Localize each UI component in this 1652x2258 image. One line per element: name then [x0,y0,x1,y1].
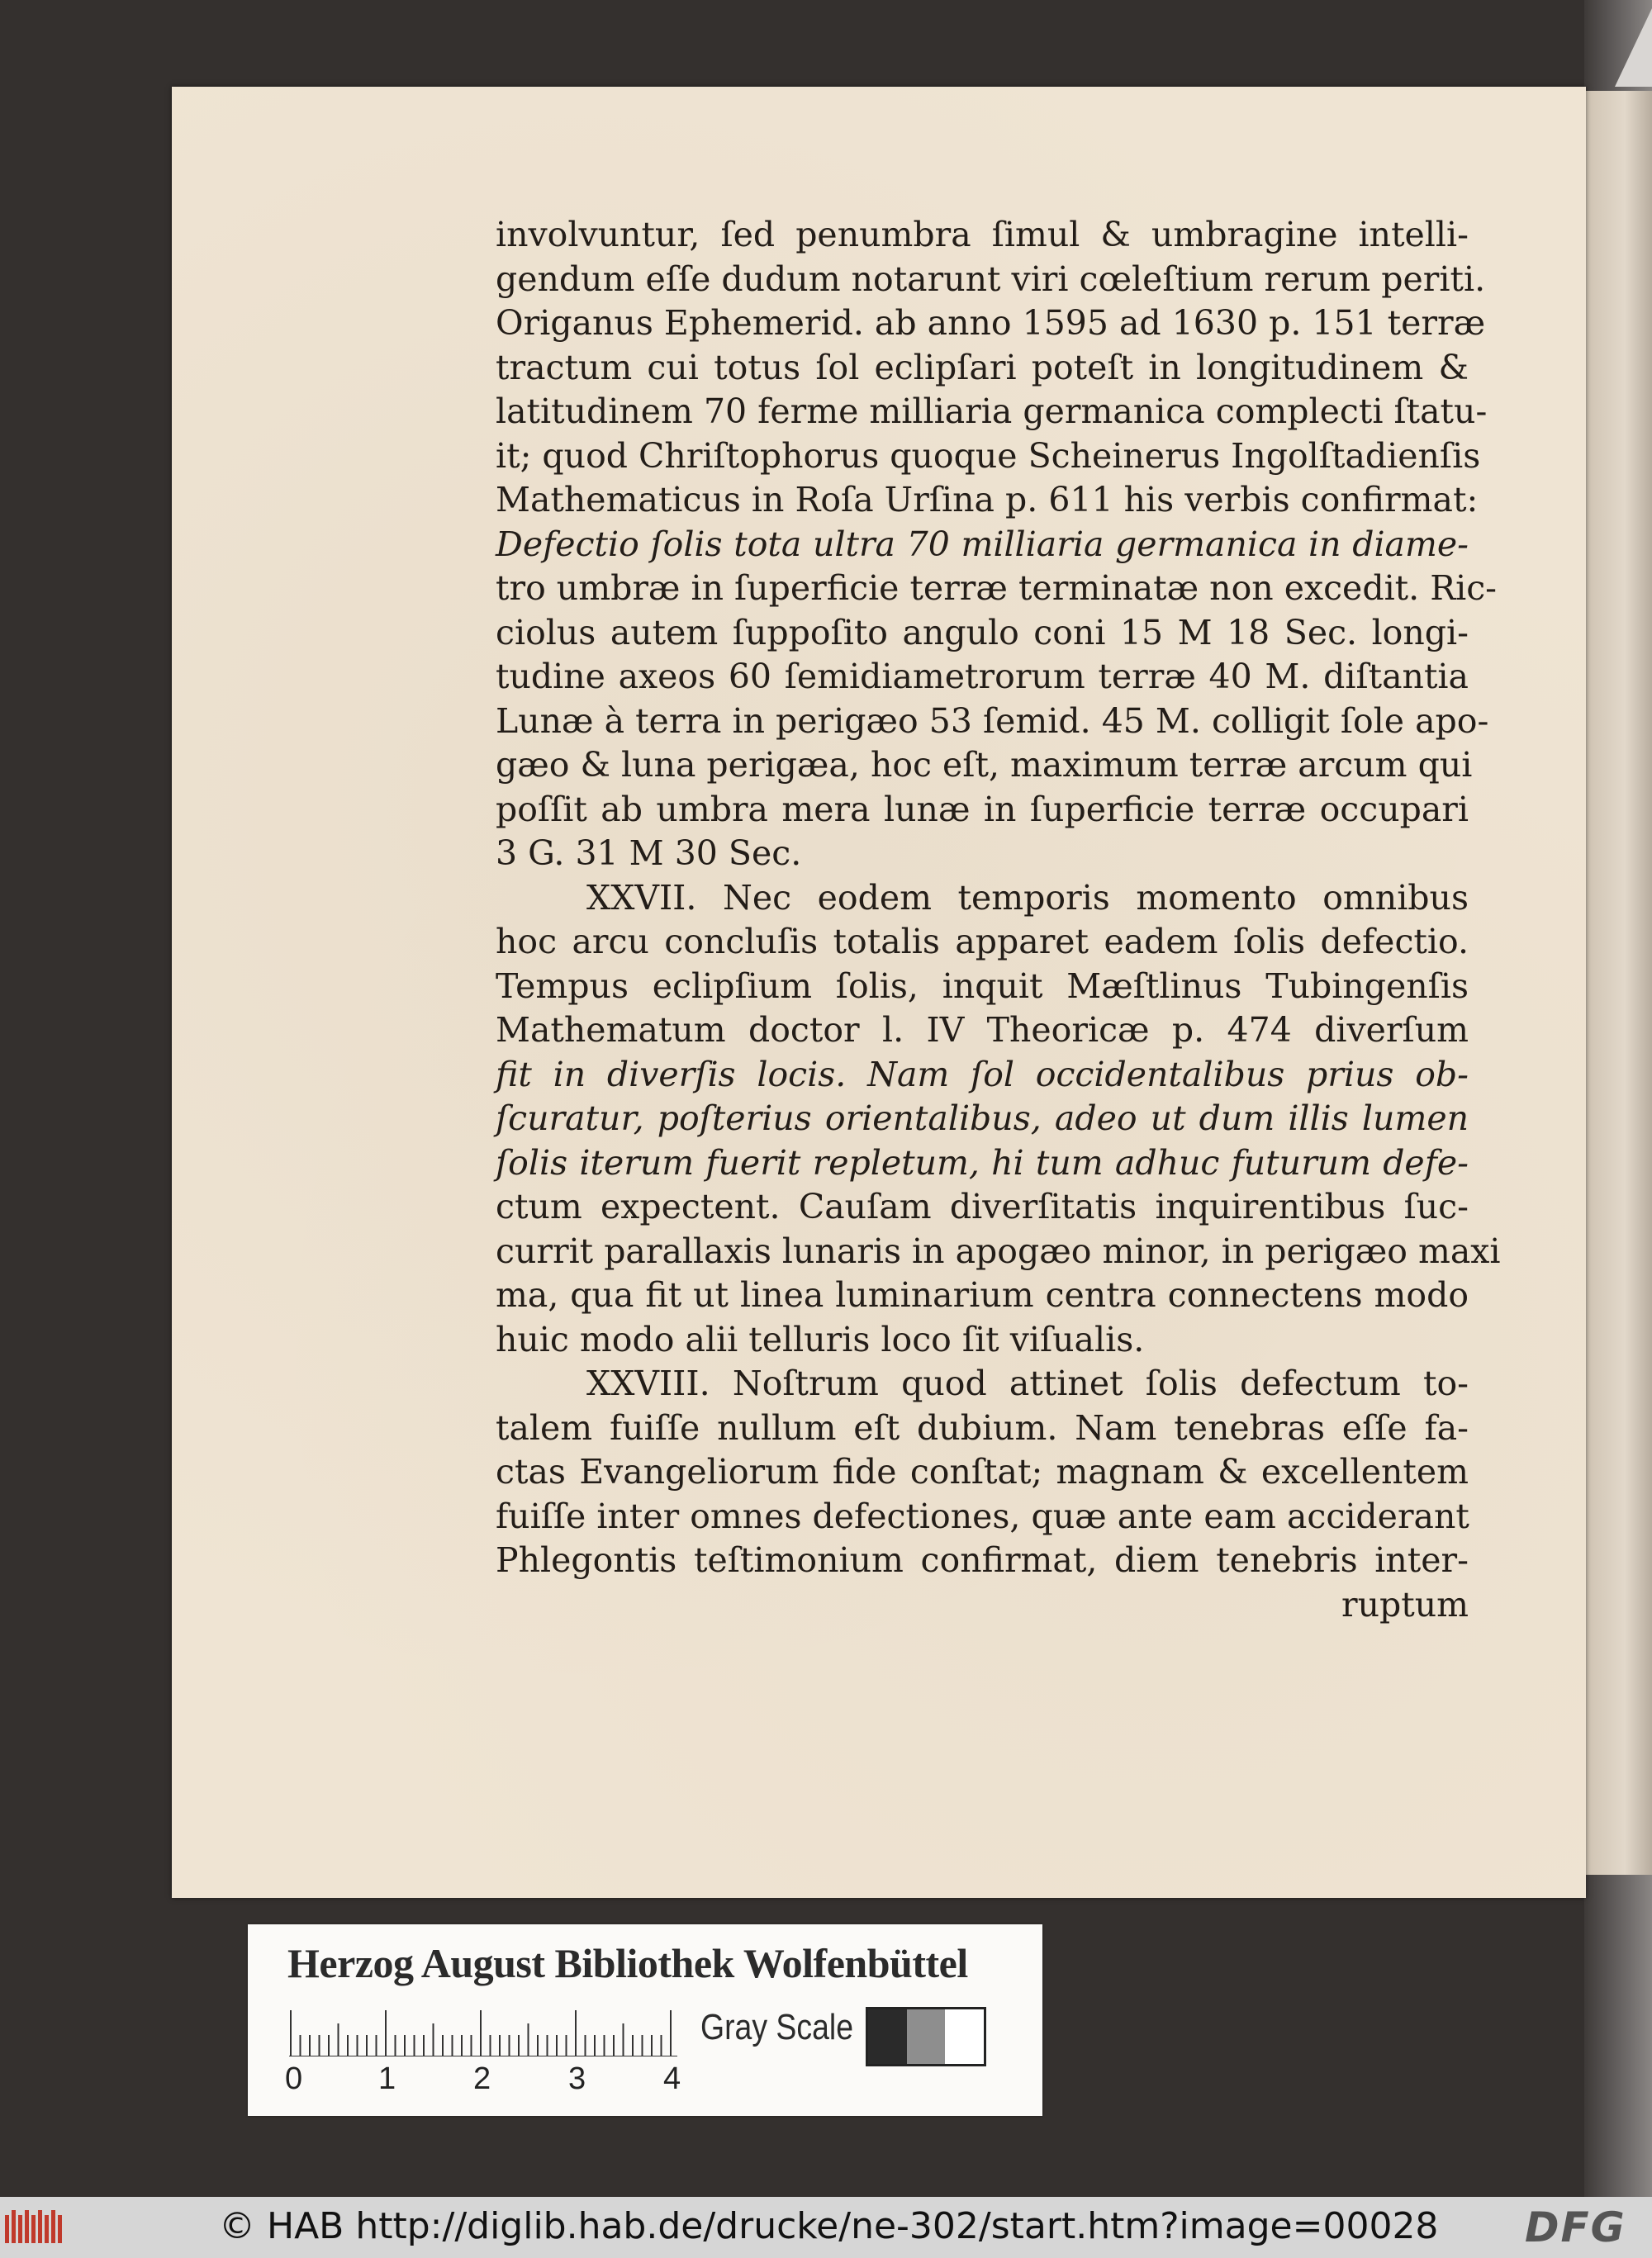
text-line: ctas Evangeliorum fide conſtat; magnam & excellentem [496,1452,1469,1492]
section-heading-xxvii: XXVII. Nec eodem temporis momento omnibus [586,877,1469,918]
grayscale-label: Gray Scale [700,2007,853,2047]
text-line: Tempus eclipſium ſolis, inquit Mæſtlinus Tubingenſis [496,965,1469,1006]
ruler-number: 3 [568,2061,586,2096]
text-line-italic: fit in diverſis locis. Nam ſol occidentalibus prius ob- [496,1054,1469,1094]
text-line: poſſit ab umbra mera lunæ in ſuperficie terræ occupari [496,789,1469,829]
hab-logo-icon [3,2207,69,2248]
text-line: huic modo alii telluris loco ſit viſualis. [496,1319,1145,1359]
page-text [496,213,1501,1627]
text-line: hoc arcu concluſis totalis apparet eadem ſolis defectio. [496,922,1469,961]
text-line: latitudinem 70 ferme milliaria germanica complecti ſtatu- [496,391,1488,431]
text-line-italic: ſolis iterum fuerit repletum, hi tum adhuc futurum defe- [496,1142,1469,1183]
text-line: tro umbræ in ſuperficie terræ terminatæ non excedit. Ric- [496,568,1498,608]
credit-link[interactable]: © HAB http://diglib.hab.de/drucke/ne-302/start.htm?image=00028 [219,2205,1439,2247]
text-line: it; quod Chriſtophorus quoque Scheinerus Ingolſtadienſis [496,435,1481,476]
text-line: Mathematum doctor l. IV Theoricæ p. 474 diverſum [496,1010,1469,1050]
adjacent-page-edge [1584,91,1652,1875]
library-name: Herzog August Bibliothek Wolfenbüttel [287,1940,968,1986]
text-line-italic: ſcuratur, poſterius orientalibus, adeo ut dum illis lumen [496,1098,1469,1138]
text-line: ma, qua fit ut linea luminarium centra connectens modo [496,1275,1469,1315]
text-line: ctum expectent. Cauſam diverſitatis inquirentibus ſuc- [496,1187,1469,1226]
catchword: ruptum [1341,1584,1469,1625]
text-line: tudine axeos 60 ſemidiametrorum terræ 40 M. diſtantia [496,657,1469,696]
dfg-logo: DFG [1525,2203,1626,2251]
ruler-number: 4 [663,2061,681,2096]
text-line: involvuntur, ſed penumbra ſimul & umbragine intelli- [496,215,1469,254]
text-line: 3 G. 31 M 30 Sec. [496,833,802,873]
text-line: currit parallaxis lunaris in apogæo minor, in perigæo maxi [496,1231,1501,1271]
swatch-light [945,2009,984,2064]
text-line: gæo & luna perigæa, hoc eſt, maximum terræ arcum qui [496,745,1473,785]
text-line: Mathematicus in Roſa Urſina p. 611 his verbis confirmat: [496,480,1479,519]
ruler-numbers [285,2061,681,2103]
grayscale-swatch [866,2007,986,2066]
text-line: Lunæ à terra in perigæo 53 ſemid. 45 M. colligit ſole apo- [496,700,1489,741]
text-line: ciolus autem ſuppoſito angulo coni 15 M 18 Sec. longi- [496,612,1469,652]
text-line: talem fuiſſe nullum eſt dubium. Nam tenebras eſſe fa- [496,1407,1469,1448]
text-line: Origanus Ephemerid. ab anno 1595 ad 1630 p. 151 terræ [496,303,1486,343]
swatch-mid [907,2009,946,2064]
ruler-number: 1 [378,2061,396,2096]
section-heading-xxviii: XXVIII. Noſtrum quod attinet ſolis defectum to- [586,1364,1469,1403]
text-line: fuiſſe inter omnes defectiones, quæ ante eam acciderant [496,1496,1469,1536]
text-line-italic: Defectio ſolis tota ultra 70 milliaria germanica in diame- [496,524,1469,564]
text-line: gendum eſſe dudum notarunt viri cœleſtium rerum periti. [496,259,1486,299]
swatch-dark [868,2009,907,2064]
footer-bar [0,2197,1652,2258]
ruler-number: 0 [285,2061,303,2096]
color-reference-card [248,1924,1042,2116]
text-line: Phlegontis teſtimonium confirmat, diem tenebris inter- [496,1540,1469,1580]
ruler-number: 2 [473,2061,491,2096]
text-line: tractum cui totus ſol eclipſari poteſt in longitudinem & [496,347,1469,387]
